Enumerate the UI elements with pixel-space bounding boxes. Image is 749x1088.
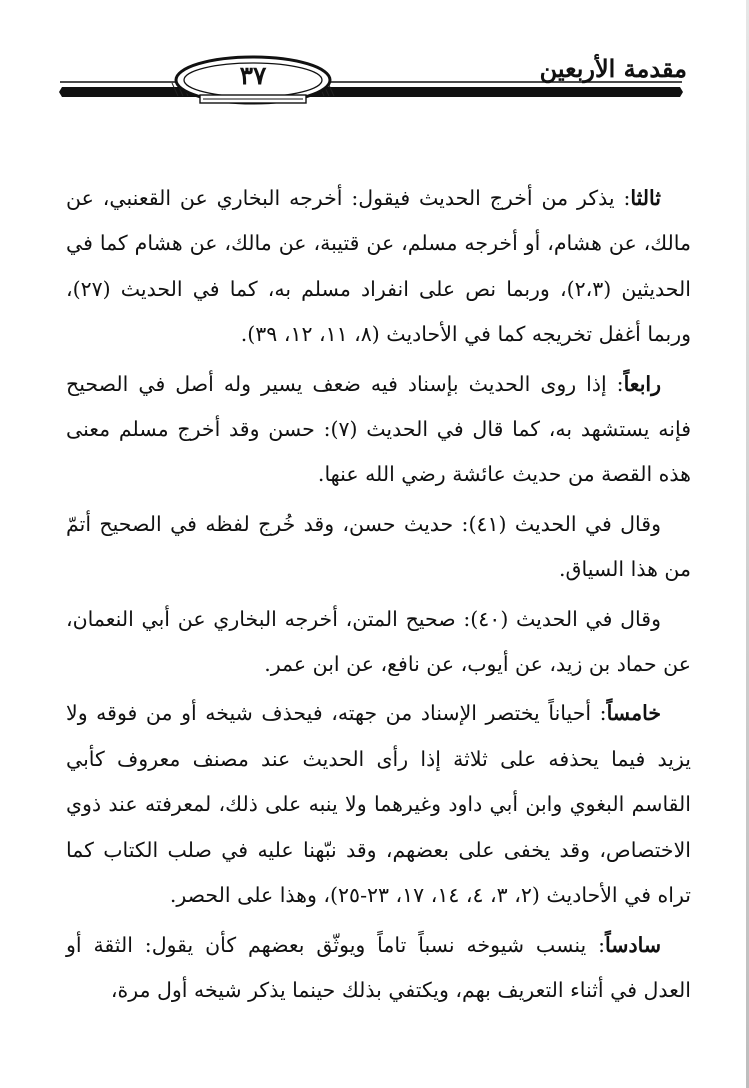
paragraph <box>66 176 691 358</box>
paragraph <box>66 923 691 1014</box>
paragraph <box>66 502 691 593</box>
running-title: مقدمة الأربعين <box>539 54 687 83</box>
paragraph <box>66 691 691 918</box>
body-text <box>66 176 691 1013</box>
page-header <box>0 0 749 110</box>
paragraph-lead: سادساً <box>605 932 661 957</box>
paragraph-lead: ثالثا <box>630 186 661 210</box>
paragraph <box>66 362 691 498</box>
page-number: ٣٧ <box>239 61 267 90</box>
paragraph-text: : أحياناً يختصر الإسناد من جهته، فيحذف شيخه أو من فوقه ولا يزيد فيما يحذفه على ثلاثة إذا رأى الحديث عند مصنف معروف كأبي القاسم البغوي وابن أبي داود وغيرهما ولا ينبه على ذلك، لمعرفته عند ذوي الاختصاص، وقد يخفى على بعضهم، وقد نبّهنا عليه في صلب الكتاب كما تراه في الأحاديث (٢، ٣، ٤، ١٤، ١٧، ٢٣-٢٥)، وهذا على الحصر. <box>66 701 691 908</box>
paragraph-text: وقال في الحديث (٤٠): صحيح المتن، أخرجه البخاري عن أبي النعمان، عن حماد بن زيد، عن أيوب، عن نافع، عن ابن عمر. <box>66 606 691 677</box>
paragraph <box>66 597 691 688</box>
paragraph-text: : إذا روى الحديث بإسناد فيه ضعف يسير وله أصل في الصحيح فإنه يستشهد به، كما قال في الحديث (٧): حسن وقد أخرج مسلم معنى هذه القصة من حديث عائشة رضي الله عنها. <box>66 371 691 487</box>
paragraph-lead: خامساً <box>606 701 661 726</box>
paragraph-text: وقال في الحديث (٤١): حديث حسن، وقد خُرج لفظه في الصحيح أتمّ من هذا السياق. <box>66 511 691 582</box>
paragraph-lead: رابعاً <box>623 371 661 396</box>
paragraph-text: : يذكر من أخرج الحديث فيقول: أخرجه البخاري عن القعنبي، عن مالك، عن هشام، أو أخرجه مسلم، عن قتيبة، عن مالك، عن هشام كما في الحديثين (٢،٣)، وربما نص على انفراد مسلم به، كما في الحديث (٢٧)، وربما أغفل تخريجه كما في الأحاديث (٨، ١١، ١٢، ٣٩). <box>66 186 691 347</box>
paragraph-text: : ينسب شيوخه نسباً تاماً ويوثّق بعضهم كأن يقول: الثقة أو العدل في أثناء التعريف بهم، ويكتفي بذلك حينما يذكر شيخه أول مرة، <box>66 932 691 1002</box>
